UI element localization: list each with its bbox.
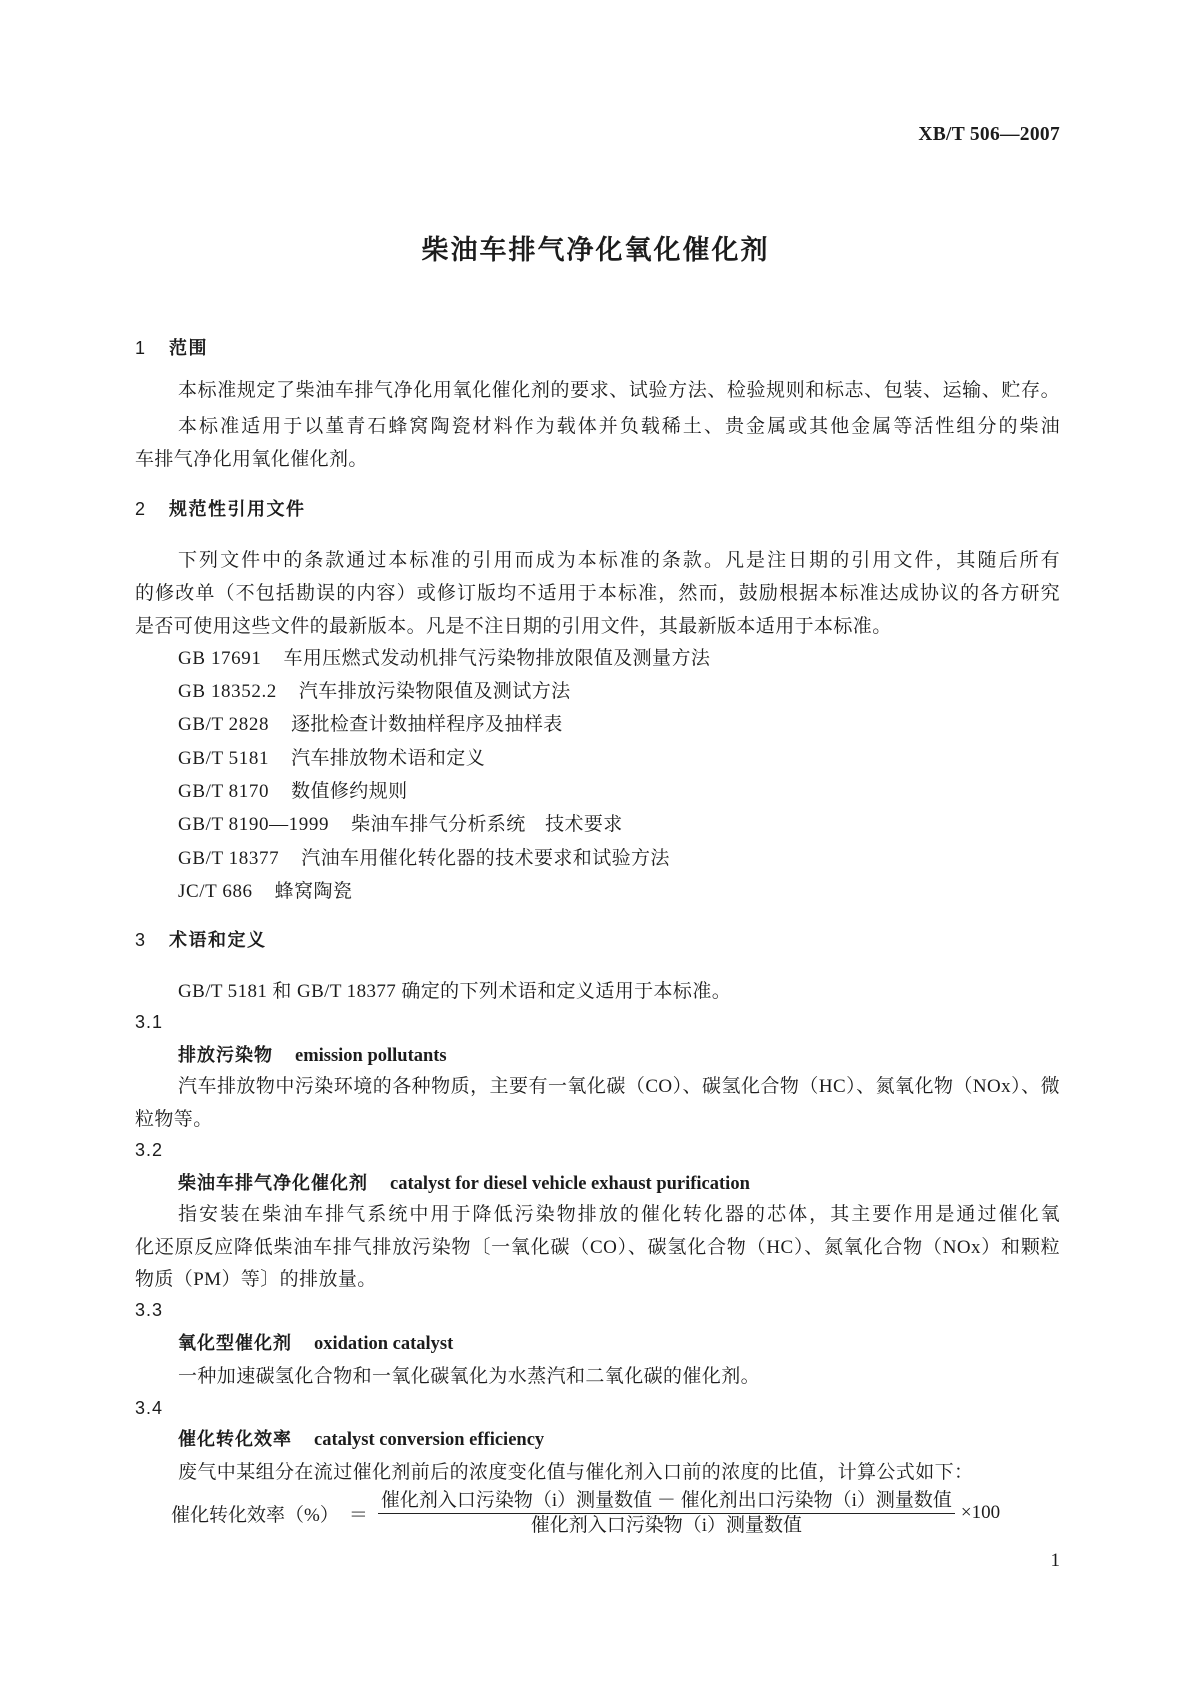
- term-heading: [178, 1327, 453, 1360]
- term-definition-line: 废气中某组分在流过催化剂前后的浓度变化值与催化剂入口前的浓度的比值，计算公式如下：: [178, 1462, 974, 1483]
- term-heading: [178, 1167, 750, 1200]
- reference-title: 柴油车排气分析系统 技术要求: [351, 814, 623, 835]
- reference-item: [178, 742, 1060, 775]
- section3-title: 术语和定义: [169, 930, 267, 950]
- term-number: 3.3: [135, 1300, 164, 1320]
- formula-lhs: 催化转化效率（%）: [171, 1504, 339, 1526]
- reference-code: GB/T 5181: [178, 748, 270, 769]
- term-en: oxidation catalyst: [314, 1334, 454, 1354]
- reference-item: [178, 875, 1060, 908]
- reference-title: 车用压燃式发动机排气污染物排放限值及测量方法: [283, 648, 711, 669]
- reference-item: [178, 675, 1060, 708]
- reference-item: [178, 808, 1060, 841]
- section2-intro-line: 下列文件中的条款通过本标准的引用而成为本标准的条款。凡是注日期的引用文件，其随后所有: [178, 550, 1060, 571]
- section1-number: 1: [135, 338, 146, 358]
- reference-title: 蜂窝陶瓷: [274, 881, 353, 902]
- formula-equals: ＝: [348, 1504, 368, 1526]
- reference-code: JC/T 686: [178, 881, 253, 902]
- section2-intro-line: 是否可使用这些文件的最新版本。凡是不注日期的引用文件，其最新版本适用于本标准。: [135, 616, 892, 637]
- section3-heading: [135, 924, 267, 957]
- term-number: 3.2: [135, 1140, 164, 1160]
- section3-intro: GB/T 5181 和 GB/T 18377 确定的下列术语和定义适用于本标准。: [178, 981, 732, 1002]
- reference-code: GB 17691: [178, 648, 262, 669]
- section2-title: 规范性引用文件: [169, 499, 306, 519]
- reference-title: 汽车排放污染物限值及测试方法: [298, 681, 571, 702]
- reference-item: [178, 842, 1060, 875]
- formula-multiplier: ×100: [960, 1502, 1001, 1523]
- reference-item: [178, 708, 1060, 741]
- efficiency-formula: [171, 1487, 1000, 1539]
- reference-item: [178, 775, 1060, 808]
- term-definition-line: 汽车排放物中污染环境的各种物质，主要有一氧化碳（CO）、碳氢化合物（HC）、氮氧化物（NOx）、微: [178, 1076, 1060, 1097]
- section1-para2-line: 本标准适用于以堇青石蜂窝陶瓷材料作为载体并负载稀土、贵金属或其他金属等活性组分的柴油: [178, 416, 1060, 437]
- term-zh: 催化转化效率: [178, 1429, 292, 1449]
- formula-fraction: [378, 1489, 955, 1538]
- term-zh: 柴油车排气净化催化剂: [178, 1173, 368, 1193]
- term-definition-line: 化还原反应降低柴油车排气排放污染物〔一氧化碳（CO）、碳氢化合物（HC）、氮氧化合物（NOx）和颗粒: [135, 1237, 1060, 1258]
- section1-title: 范围: [169, 338, 208, 358]
- section1-heading: [135, 332, 208, 365]
- reference-code: GB/T 8190—1999: [178, 814, 330, 835]
- reference-item: [178, 642, 1060, 675]
- section1-para2-line: 车排气净化用氧化催化剂。: [135, 449, 368, 470]
- term-definition-line: 指安装在柴油车排气系统中用于降低污染物排放的催化转化器的芯体，其主要作用是通过催化氧: [178, 1204, 1060, 1225]
- term-definition-line: 物质（PM）等〕的排放量。: [135, 1269, 377, 1290]
- reference-title: 逐批检查计数抽样程序及抽样表: [291, 714, 563, 735]
- section2-heading: [135, 493, 306, 526]
- reference-code: GB 18352.2: [178, 681, 277, 702]
- reference-title: 数值修约规则: [291, 781, 408, 802]
- term-en: catalyst for diesel vehicle exhaust purification: [390, 1174, 750, 1194]
- section1-para1-line: 本标准规定了柴油车排气净化用氧化催化剂的要求、试验方法、检验规则和标志、包装、运输、贮存。: [178, 380, 1060, 401]
- term-en: catalyst conversion efficiency: [314, 1430, 545, 1450]
- page-title: 柴油车排气净化氧化催化剂: [421, 235, 770, 265]
- term-definition-line: 粒物等。: [135, 1109, 213, 1130]
- term-zh: 排放污染物: [178, 1045, 273, 1065]
- term-heading: [178, 1039, 447, 1072]
- section2-intro-line: 的修改单（不包括勘误的内容）或修订版均不适用于本标准，然而，鼓励根据本标准达成协议的各方研究: [135, 583, 1060, 604]
- term-number: 3.1: [135, 1012, 164, 1032]
- reference-code: GB/T 2828: [178, 714, 270, 735]
- section3-number: 3: [135, 930, 146, 950]
- term-definition-line: 一种加速碳氢化合物和一氧化碳氧化为水蒸汽和二氧化碳的催化剂。: [178, 1366, 761, 1387]
- term-heading: [178, 1423, 544, 1456]
- formula-numerator: 催化剂入口污染物（i）测量数值 － 催化剂出口污染物（i）测量数值: [378, 1489, 955, 1514]
- term-en: emission pollutants: [295, 1046, 447, 1066]
- section2-number: 2: [135, 499, 146, 519]
- reference-title: 汽车排放物术语和定义: [291, 748, 486, 769]
- reference-code: GB/T 18377: [178, 848, 280, 869]
- page-number: 1: [1050, 1550, 1060, 1571]
- formula-denominator: 催化剂入口污染物（i）测量数值: [530, 1514, 803, 1536]
- reference-code: GB/T 8170: [178, 781, 270, 802]
- term-number: 3.4: [135, 1398, 164, 1418]
- standard-code: XB/T 506—2007: [918, 124, 1060, 145]
- term-zh: 氧化型催化剂: [178, 1333, 292, 1353]
- reference-title: 汽油车用催化转化器的技术要求和试验方法: [301, 848, 670, 869]
